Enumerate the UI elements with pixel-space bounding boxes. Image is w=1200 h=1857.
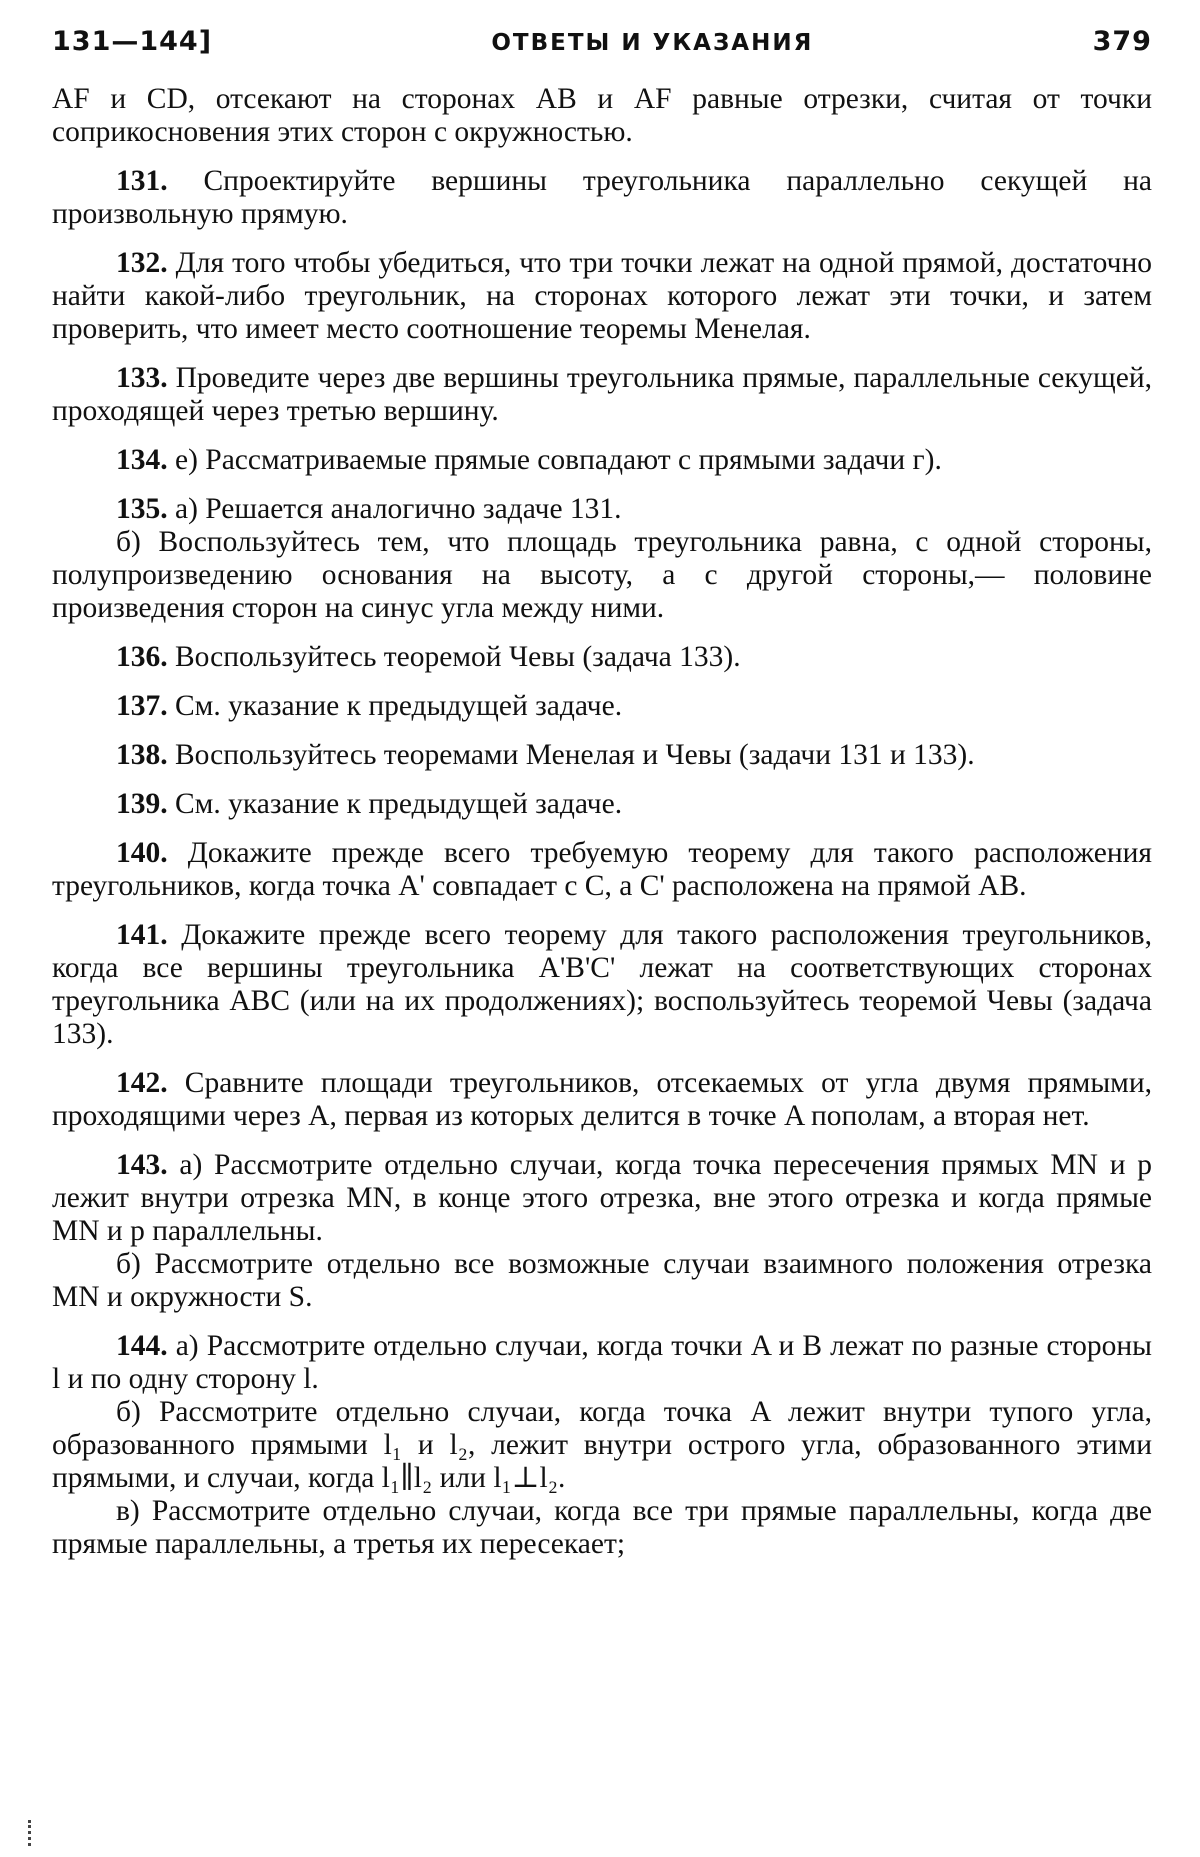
- paragraph: 143. а) Рассмотрите отдельно случаи, когда точка пересечения прямых MN и p лежит внутри отрезка MN, в конце этого отрезка, вне этого отрезка и когда прямые MN и p параллельны.: [52, 1149, 1152, 1247]
- paragraph: 135. а) Решается аналогично задаче 131.: [116, 493, 622, 525]
- book-page: [52, 26, 1152, 1561]
- problem-range: 131—144]: [52, 26, 213, 57]
- paragraph: 140. Докажите прежде всего требуемую теорему для такого расположения треугольников, когда точка A' совпадает с C, а C' расположена на прямой AB.: [52, 837, 1152, 902]
- problem-number: 140.: [116, 837, 168, 869]
- paragraph: 139. См. указание к предыдущей задаче.: [116, 788, 623, 820]
- problem-number: 136.: [116, 641, 168, 673]
- paragraph: б) Воспользуйтесь тем, что площадь треугольника равна, с одной стороны, полупроизведению основания на высоту, а с другой стороны,— половине произведения сторон на синус угла между ними.: [52, 526, 1152, 624]
- paragraph: 138. Воспользуйтесь теоремами Менелая и Чевы (задачи 131 и 133).: [116, 739, 975, 771]
- running-head: [52, 26, 1152, 57]
- paragraph: б) Рассмотрите отдельно случаи, когда точка A лежит внутри тупого угла, образованного прямыми l₁ и l₂, лежит внутри острого угла, образованного этими прямыми, и случаи, когда l₁∥l₂ или l₁⊥l₂.: [52, 1396, 1152, 1494]
- paragraph: 142. Сравните площади треугольников, отсекаемых от угла двумя прямыми, проходящими через A, первая из которых делится в точке A пополам, а вторая нет.: [52, 1067, 1152, 1132]
- page-number: 379: [1092, 26, 1152, 57]
- paragraph: б) Рассмотрите отдельно все возможные случаи взаимного положения отрезка MN и окружности S.: [52, 1248, 1152, 1313]
- paragraph: 144. а) Рассмотрите отдельно случаи, когда точки A и B лежат по разные стороны l и по одну сторону l.: [52, 1330, 1152, 1395]
- paragraph: 132. Для того чтобы убедиться, что три точки лежат на одной прямой, достаточно найти какой-либо треугольник, на сторонах которого лежат эти точки, и затем проверить, что имеет место соотношение теоремы Менелая.: [52, 247, 1152, 345]
- problem-number: 134.: [116, 444, 168, 476]
- problem-number: 139.: [116, 788, 168, 820]
- problem-number: 137.: [116, 690, 168, 722]
- answers-body: [52, 83, 1152, 1561]
- paragraph: 136. Воспользуйтесь теоремой Чевы (задача 133).: [116, 641, 741, 673]
- section-title: ОТВЕТЫ И УКАЗАНИЯ: [491, 30, 814, 56]
- paragraph: AF и CD, отсекают на сторонах AB и AF равные отрезки, считая от точки соприкосновения этих сторон с окружностью.: [52, 83, 1152, 148]
- problem-number: 132.: [116, 247, 168, 279]
- paragraph: 141. Докажите прежде всего теорему для такого расположения треугольников, когда все вершины треугольника A'B'C' лежат на соответствующих сторонах треугольника ABC (или на их продолжениях); воспользуйтесь теоремой Чевы (задача 133).: [52, 919, 1152, 1050]
- problem-number: 143.: [116, 1149, 168, 1181]
- problem-number: 144.: [116, 1330, 168, 1362]
- problem-number: 138.: [116, 739, 168, 771]
- problem-number: 142.: [116, 1067, 168, 1099]
- paragraph: 137. См. указание к предыдущей задаче.: [116, 690, 623, 722]
- paragraph: 134. е) Рассматриваемые прямые совпадают с прямыми задачи г).: [116, 444, 942, 476]
- problem-number: 131.: [116, 165, 168, 197]
- problem-number: 141.: [116, 919, 168, 951]
- paragraph: 133. Проведите через две вершины треугольника прямые, параллельные секущей, проходящей через третью вершину.: [52, 362, 1152, 427]
- paragraph: в) Рассмотрите отдельно случаи, когда все три прямые параллельны, когда две прямые параллельны, а третья их пересекает;: [52, 1495, 1152, 1560]
- paragraph: 131. Спроектируйте вершины треугольника параллельно секущей на произвольную прямую.: [52, 165, 1152, 230]
- problem-number: 135.: [116, 493, 168, 525]
- problem-number: 133.: [116, 362, 168, 394]
- scan-mark: [28, 1820, 35, 1846]
